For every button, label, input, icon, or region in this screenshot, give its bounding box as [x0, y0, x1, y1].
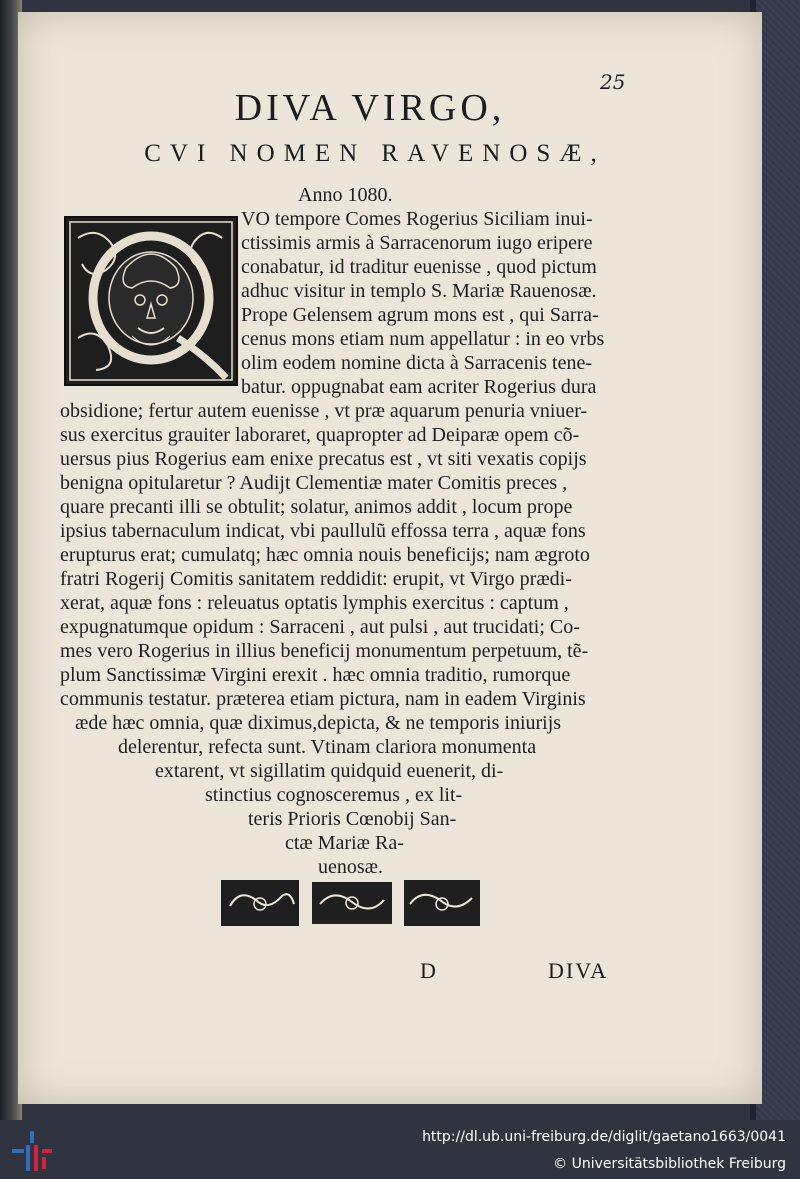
- text-line: æde hæc omnia, quæ diximus,depicta, & ne temporis iniurijs: [75, 712, 562, 734]
- text-line: sus exercitus grauiter laboraret, quapropter ad Deiparæ opem cõ-: [60, 424, 580, 446]
- text-line: ctissimis armis à Sarracenorum iugo eripere: [241, 232, 593, 254]
- footer-copyright: © Universitätsbibliothek Freiburg: [553, 1156, 786, 1172]
- text-line: teris Prioris Cœnobij San-: [248, 808, 457, 830]
- text-line: quare precanti illi se obtulit; solatur, animos addit , locum prope: [60, 496, 573, 518]
- footer-url-link[interactable]: http://dl.ub.uni-freiburg.de/diglit/gaetano1663/0041: [422, 1129, 786, 1145]
- text-line: stinctius cognosceremus , ex lit-: [205, 784, 463, 806]
- text-line: xerat, aquæ fons : releuatus optatis lymphis exercitus : captum ,: [60, 592, 569, 614]
- text-line: fratri Rogerij Comitis sanitatem reddidit: erupit, vt Virgo prædi-: [60, 568, 572, 590]
- text-line: plum Sanctissimæ Virgini erexit . hæc omnia traditio, rumorque: [60, 664, 571, 686]
- text-line: batur. oppugnabat eam acriter Rogerius dura: [241, 376, 597, 398]
- text-line: benigna opitularetur ? Audijt Clementiæ mater Comitis preces ,: [60, 472, 568, 494]
- library-logo-icon[interactable]: [12, 1131, 52, 1171]
- text-line: VO tempore Comes Rogerius Siciliam inui-: [241, 208, 593, 230]
- text-line: ctæ Mariæ Ra-: [285, 832, 404, 854]
- printer-ornament-icon: [220, 876, 482, 930]
- page-number: 25: [600, 70, 626, 94]
- text-line: uenosæ.: [318, 856, 383, 878]
- text-line: cenus mons etiam num appellatur : in eo vrbs: [241, 328, 605, 350]
- text-line: obsidione; fertur autem euenisse , vt præ aquarum penuria vniuer-: [60, 400, 588, 422]
- text-line: delerentur, refecta sunt. Vtinam clariora monumenta: [118, 736, 537, 758]
- text-line: olim eodem nomine dicta à Sarracenis tene-: [241, 352, 592, 374]
- page-subtitle: CVI NOMEN RAVENOSÆ,: [144, 140, 606, 167]
- text-line: Prope Gelensem agrum mons est , qui Sarra-: [241, 304, 599, 326]
- text-line: mes vero Rogerius in illius beneficij monumentum perpetuum, tẽ-: [60, 640, 589, 662]
- year-heading: Anno 1080.: [298, 184, 393, 206]
- signature-mark: D: [420, 958, 438, 983]
- text-line: communis testatur. præterea etiam pictura, nam in eadem Virginis: [60, 688, 586, 710]
- decorated-initial-q-icon: [64, 216, 238, 386]
- text-line: expugnatumque opidum : Sarraceni , aut pulsi , aut trucidati; Co-: [60, 616, 580, 638]
- page-title: DIVA VIRGO,: [234, 87, 506, 129]
- text-line: ipsius tabernaculum indicat, vbi paullulũ effossa terra , aquæ fons: [60, 520, 586, 542]
- text-line: conabatur, id traditur euenisse , quod pictum: [241, 256, 597, 278]
- text-line: extarent, vt sigillatim quidquid euenerit, di-: [155, 760, 504, 782]
- text-line: erupturus erat; cumulatq; hæc omnia nouis beneficijs; nam ægroto: [60, 544, 590, 566]
- catchword: DIVA: [548, 958, 609, 983]
- text-line: uersus pius Rogerius eam enixe precatus est , vt siti vexatis copijs: [60, 448, 587, 470]
- text-line: adhuc visitur in templo S. Mariæ Rauenosæ.: [241, 280, 597, 302]
